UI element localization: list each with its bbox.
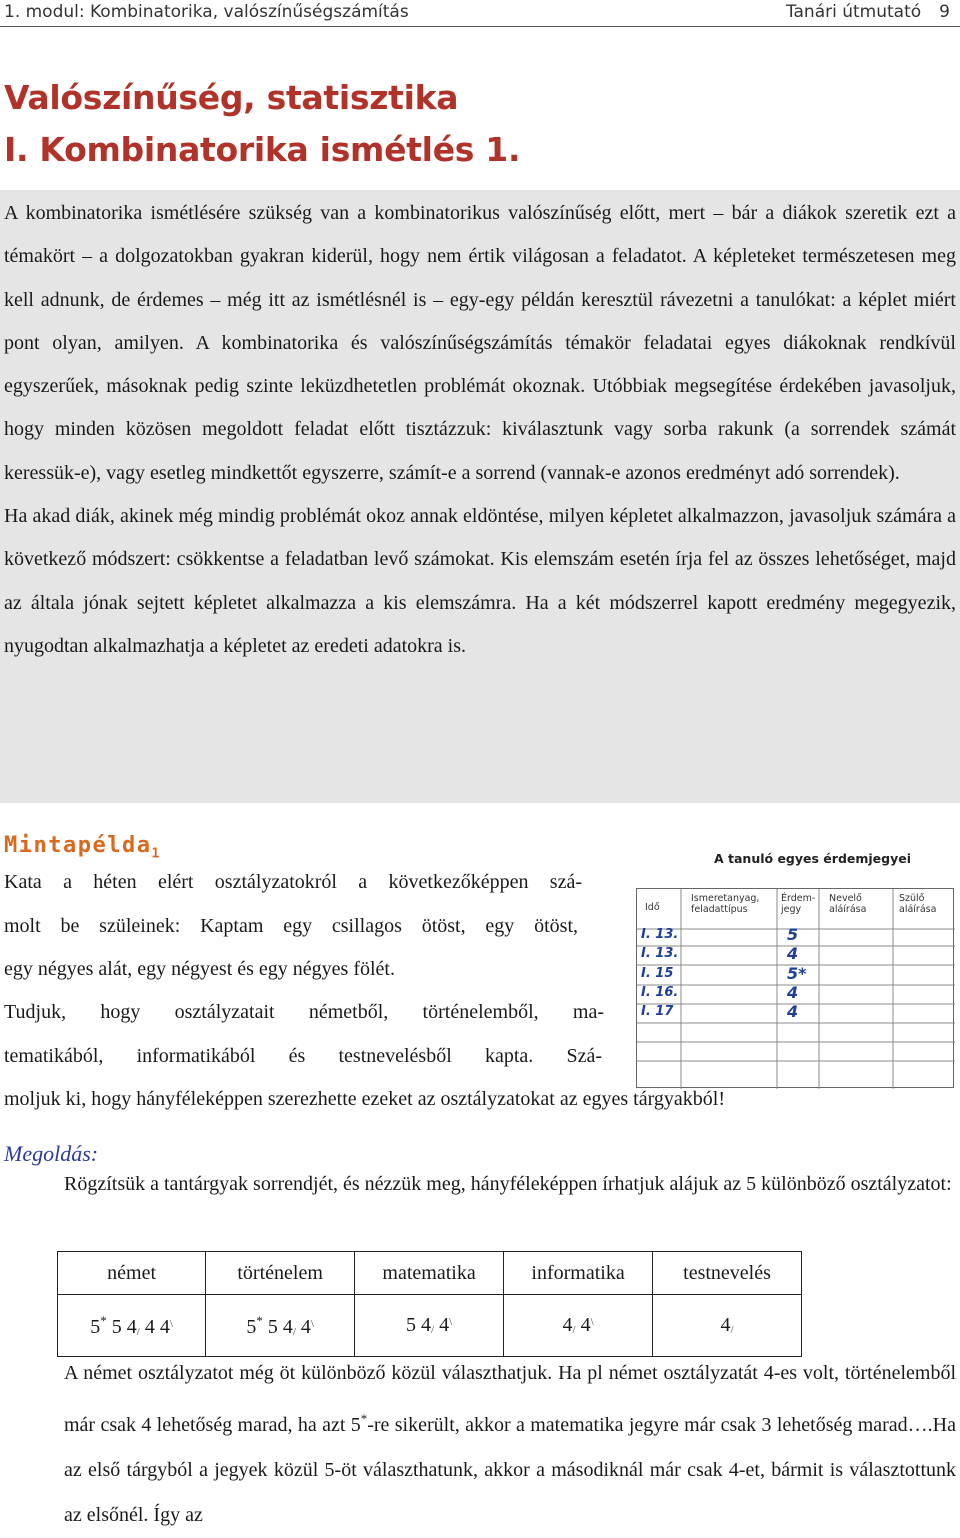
gradebook-col-parent: Szülő aláírása <box>899 893 937 915</box>
gradebook-grade-2: 4 <box>787 944 799 963</box>
module-title: 1. modul: Kombinatorika, valószínűségszámítás <box>4 2 409 22</box>
intro-paragraph-1: A kombinatorika ismétlésére szükség van a kombinatorikus valószínűség előtt, mert – bár a diákok szeretik ezt a témakört – a dolgozatokban gyakran kiderül, hogy nem értik világosan a feladatot. A képleteket természetesen meg kell adnunk, de érdemes – még itt az ismétlésnél is – egy-egy példán keresztül rávezetni a tanulókat: a képlet miért pont olyan, amilyen. A kombinatorika és valószínűségszámítás témakör feladatai egyes diákoknak rendkívül egyszerűek, másoknak pedig szinte leküzdhetetlen problémát okoznak. Utóbbiak megsegítése érdekében javasoljuk, hogy minden közösen megoldott feladat előtt tisztázzuk: kiválasztunk vagy sorba rakunk (a sorrendek számát keressük-e), vagy esetleg mindkettőt egyszerre, számít-e a sorrend (vannak-e azonos eredményt adó sorrendek). <box>4 202 956 484</box>
grade-minus-mark: / <box>136 1325 140 1338</box>
grade-plus-mark: \ <box>590 1316 594 1328</box>
grade-plus-mark: \ <box>169 1317 173 1330</box>
gradebook-image <box>636 848 954 1088</box>
gradebook-date-5: I. 17 <box>641 1004 674 1019</box>
gradebook-col-grade: Érdem- jegy <box>781 893 816 915</box>
example-number: 1 <box>151 846 160 862</box>
title-line-2: I. Kombinatorika ismétlés 1. <box>4 130 521 169</box>
solution-explanation <box>64 1351 956 1538</box>
subject-cell: testnevelés <box>653 1252 802 1295</box>
page-number: 9 <box>939 2 950 22</box>
gradebook-col-topic: Ismeretanyag, feladattípus <box>691 893 760 915</box>
page-title <box>4 72 520 176</box>
subject-row <box>58 1252 802 1295</box>
intro-paragraph-2: Ha akad diák, akinek még mindig problémát okoz annak eldöntése, milyen képletet alkalmazzon, javasoljuk számára a következő módszert: csökkentse a feladatban levő számokat. Kis elemszám esetén írja fel az összes lehetőséget, majd az általa jónak sejtett képletet alkalmazza a kis elemszámra. Ha a két módszerrel kapott eredmény megegyezik, nyugodtan alkalmazhatja a képletet az eredeti adatokra is. <box>4 505 956 657</box>
grade-star: * <box>100 1312 107 1328</box>
grade-five: 5 <box>111 1315 122 1338</box>
explanation-part-1: A német osztályzatot még öt különböző közül választhatjuk. Ha pl német osztályzatát 4-es volt, történelemből már csak 4 lehetőség marad, ha azt 5 <box>64 1362 956 1436</box>
grade-four: 4 <box>720 1314 731 1336</box>
gradebook-col-teacher: Nevelő aláírása <box>829 893 867 915</box>
title-line-1: Valószínűség, statisztika <box>4 78 459 117</box>
page-header <box>0 0 960 27</box>
grade-options-row <box>58 1295 802 1357</box>
gradebook-date-2: I. 13. <box>641 946 679 961</box>
guide-label: Tanári útmutató <box>785 2 922 22</box>
grade-options-cell <box>58 1295 206 1357</box>
grade-star: * <box>256 1312 263 1328</box>
example-heading <box>4 833 159 861</box>
explanation-star: * <box>360 1411 368 1426</box>
grade-four: 4 <box>282 1315 293 1338</box>
grade-four: 4 <box>159 1315 170 1338</box>
grade-minus-mark: / <box>730 1324 734 1336</box>
solution-intro: Rögzítsük a tantárgyak sorrendjét, és nézzük meg, hányféleképpen írhatjuk alájuk az 5 különböző osztályzatot: <box>64 1173 952 1195</box>
example-line-4: Tudjuk, hogy osztályzatait németből, történelemből, ma- <box>4 1001 604 1023</box>
grade-minus-mark: / <box>292 1325 296 1338</box>
grade-plus-mark: \ <box>449 1316 453 1328</box>
grade-four: 4 <box>562 1314 573 1336</box>
example-heading-label: Mintapélda <box>4 833 152 858</box>
header-right <box>786 2 950 22</box>
example-line-6: moljuk ki, hogy hányféleképpen szerezhette ezeket az osztályzatokat az egyes tárgyakból! <box>4 1088 725 1110</box>
example-line-5: tematikából, informatikából és testnevelésből kapta. Szá- <box>4 1045 602 1067</box>
gradebook-col-date: Idő <box>645 902 660 913</box>
gradebook-grade-3: 5* <box>787 964 807 983</box>
teacher-note-box <box>0 190 960 803</box>
grade-four: 4 <box>300 1315 311 1338</box>
grade-minus-mark: / <box>572 1324 576 1336</box>
grade-minus-mark: / <box>431 1324 435 1336</box>
example-line-3: egy négyes alát, egy négyest és egy négyes fölét. <box>4 958 395 980</box>
grade-four: 4 <box>126 1315 137 1338</box>
grade-four: 4 <box>439 1314 450 1336</box>
grade-five: 5 <box>246 1315 257 1338</box>
explanation-part-2: -re sikerült, akkor a matematika jegyre már csak 3 lehetőség marad….Ha az első tárgyból a jegyek közül 5-öt választhatunk, akkor a másodiknál már csak 4-et, bármit is választottunk az elsőnél. Így az <box>64 1414 956 1526</box>
example-line-2: molt be szüleinek: Kaptam egy csillagos ötöst, egy ötöst, <box>4 915 578 937</box>
grade-five: 5 <box>267 1315 278 1338</box>
gradebook-title: A tanuló egyes érdemjegyei <box>714 851 912 866</box>
gradebook-frame <box>636 888 954 1088</box>
grade-plus-mark: \ <box>310 1317 314 1330</box>
grade-options-cell <box>355 1295 504 1357</box>
example-line-1: Kata a héten elért osztályzatokról a következőképpen szá- <box>4 871 582 893</box>
gradebook-grade-5: 4 <box>787 1002 799 1021</box>
subject-cell: informatika <box>504 1252 653 1295</box>
gradebook-date-1: I. 13. <box>641 927 679 942</box>
gradebook-date-3: I. 15 <box>641 966 674 981</box>
subject-grade-table <box>57 1251 802 1357</box>
gradebook-date-4: I. 16. <box>641 985 679 1000</box>
gradebook-grade-4: 4 <box>787 983 799 1002</box>
grade-options-cell <box>653 1295 802 1357</box>
grade-options-cell <box>504 1295 653 1357</box>
gradebook-grade-1: 5 <box>787 925 799 944</box>
grade-five: 5 <box>90 1315 101 1338</box>
solution-label: Megoldás: <box>4 1141 99 1166</box>
grade-four: 4 <box>580 1314 591 1336</box>
grade-four: 4 <box>144 1315 155 1338</box>
grade-four: 4 <box>421 1314 431 1336</box>
grade-options-cell <box>206 1295 355 1357</box>
subject-cell: történelem <box>206 1252 355 1295</box>
grade-five: 5 <box>406 1314 416 1336</box>
subject-cell: matematika <box>355 1252 504 1295</box>
subject-cell: német <box>58 1252 206 1295</box>
